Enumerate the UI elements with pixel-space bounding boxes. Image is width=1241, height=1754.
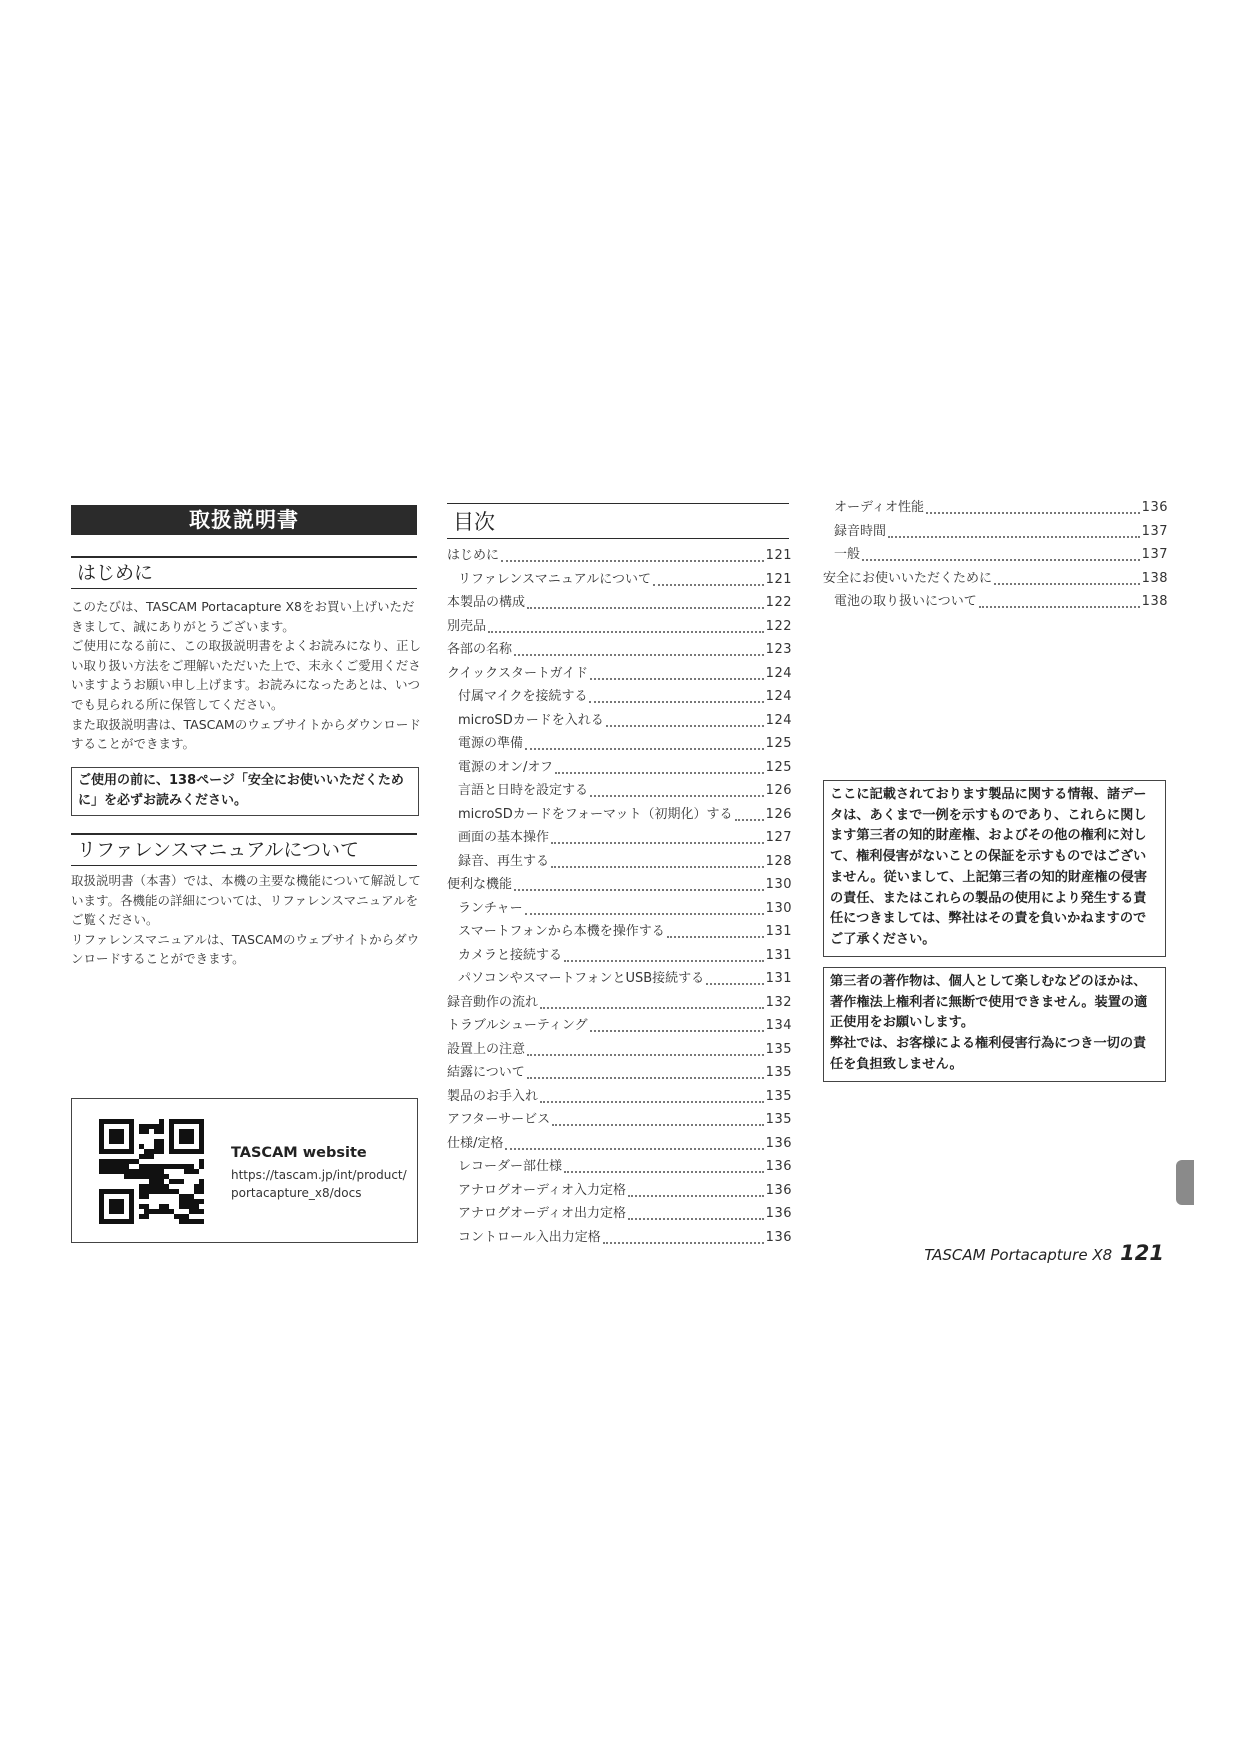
toc-leader-dots [888, 525, 1140, 538]
toc-entry-page: 126 [765, 806, 792, 822]
toc-entry-page: 135 [765, 1088, 792, 1104]
toc-entry-label: はじめに [447, 548, 500, 563]
toc-entry-label: 録音動作の流れ [447, 994, 539, 1010]
toc-entry-label: 別売品 [447, 618, 487, 634]
toc-entry-page: 131 [765, 971, 792, 986]
toc-entry[interactable] [447, 779, 792, 803]
toc-entry-label: 便利な機能 [447, 877, 513, 892]
toc-entry-label: 電池の取り扱いについて [834, 594, 977, 609]
toc-entry[interactable] [447, 732, 792, 756]
toc-leader-dots [525, 902, 764, 915]
toc-entry-label: 各部の名称 [447, 642, 513, 657]
safety-warning-box: ご使用の前に、138ページ「安全にお使いいただくために」を必ずお読みください。 [71, 767, 419, 816]
toc-column-2 [823, 496, 1168, 614]
toc-entry-label: 付属マイクを接続する [458, 689, 588, 704]
toc-entry-page: 136 [765, 1182, 792, 1198]
reference-manual-body [71, 871, 425, 969]
language-index-tab [1176, 1160, 1194, 1205]
website-qr-box [71, 1098, 418, 1243]
toc-entry-page: 135 [765, 1112, 792, 1127]
toc-entry-page: 130 [765, 877, 792, 892]
website-url-line-1[interactable]: https://tascam.jp/int/product/ [231, 1168, 407, 1182]
toc-entry[interactable] [447, 991, 792, 1015]
toc-leader-dots [926, 501, 1140, 514]
toc-entry-page: 136 [765, 1159, 792, 1174]
toc-entry[interactable] [447, 920, 792, 944]
toc-entry[interactable] [447, 638, 792, 662]
qr-code-icon[interactable] [99, 1119, 204, 1224]
toc-entry-page: 136 [765, 1135, 792, 1151]
toc-entry-label: クイックスタートガイド [447, 665, 589, 681]
toc-entry-label: 画面の基本操作 [458, 830, 550, 845]
toc-entry[interactable] [447, 662, 792, 686]
copyright-notice-box [823, 967, 1166, 1082]
toc-entry[interactable] [823, 520, 1168, 544]
toc-entry[interactable] [823, 590, 1168, 614]
toc-title: 目次 [447, 503, 789, 539]
toc-entry[interactable] [447, 1061, 792, 1085]
toc-entry-label: 設置上の注意 [447, 1041, 526, 1057]
toc-entry-page: 136 [1141, 500, 1168, 515]
toc-entry[interactable] [447, 568, 792, 592]
toc-leader-dots [994, 572, 1140, 585]
toc-entry-page: 135 [765, 1041, 792, 1057]
toc-entry[interactable] [823, 567, 1168, 591]
intro-paragraph-2: ご使用になる前に、この取扱説明書をよくお読みになり、正しい取り扱い方法をご理解いただいた上で、末永くご愛用くださいますようお願い申し上げます。お読みになったあとは、いつでも見られる所に保管してください。 [71, 638, 422, 712]
toc-entry-label: 電源のオン/オフ [458, 759, 553, 775]
intro-heading: はじめに [71, 556, 417, 589]
toc-entry-page: 124 [765, 689, 792, 704]
toc-entry-page: 138 [1141, 570, 1168, 586]
ref-paragraph-1: 取扱説明書（本書）では、本機の主要な機能について解説しています。各機能の詳細については、リファレンスマニュアルをご覧ください。 [71, 873, 421, 928]
toc-leader-dots [564, 1160, 764, 1173]
toc-entry-page: 136 [765, 1206, 792, 1221]
toc-entry[interactable] [447, 1108, 792, 1132]
toc-entry-label: オーディオ性能 [834, 500, 924, 515]
toc-entry[interactable] [447, 1179, 792, 1203]
toc-entry-label: スマートフォンから本機を操作する [458, 924, 665, 939]
toc-entry-label: アフターサービス [447, 1112, 551, 1127]
toc-entry-page: 122 [765, 595, 792, 610]
toc-entry-label: 録音、再生する [458, 853, 550, 869]
toc-entry[interactable] [447, 1226, 792, 1250]
toc-leader-dots [551, 831, 764, 844]
intro-paragraph-3: また取扱説明書は、TASCAMのウェブサイトからダウンロードすることができます。 [71, 716, 421, 752]
toc-entry[interactable] [447, 1155, 792, 1179]
toc-entry-label: 仕様/定格 [447, 1135, 504, 1151]
toc-leader-dots [552, 1113, 764, 1126]
copyright-notice-text-2: 弊社では、お客様による権利侵害行為につき一切の責任を負担致しません。 [830, 1036, 1147, 1072]
toc-entry-page: 124 [765, 665, 792, 681]
toc-entry[interactable] [447, 826, 792, 850]
toc-leader-dots [606, 714, 764, 727]
toc-entry[interactable] [447, 756, 792, 780]
toc-entry-page: 137 [1141, 523, 1168, 539]
toc-leader-dots [525, 737, 764, 750]
toc-entry-label: microSDカードをフォーマット（初期化）する [458, 806, 733, 822]
toc-entry-label: アナログオーディオ出力定格 [458, 1206, 626, 1221]
toc-entry-page: 124 [765, 712, 792, 728]
toc-entry[interactable] [447, 591, 792, 615]
toc-entry[interactable] [447, 1202, 792, 1226]
toc-entry-label: コントロール入出力定格 [458, 1229, 601, 1245]
toc-entry[interactable] [447, 709, 792, 733]
toc-entry[interactable] [447, 897, 792, 921]
toc-entry-label: レコーダー部仕様 [458, 1159, 563, 1174]
toc-leader-dots [590, 1019, 764, 1032]
toc-entry-page: 137 [1141, 547, 1168, 562]
reference-manual-heading: リファレンスマニュアルについて [71, 833, 417, 866]
toc-entry-page: 121 [765, 548, 792, 563]
toc-entry-page: 132 [765, 994, 792, 1010]
toc-entry-page: 136 [765, 1229, 792, 1245]
toc-leader-dots [527, 1043, 764, 1056]
website-title: TASCAM website [231, 1145, 367, 1161]
toc-entry-page: 121 [765, 571, 792, 587]
toc-entry-label: アナログオーディオ入力定格 [458, 1182, 626, 1198]
copyright-notice-text-1: 第三者の著作物は、個人として楽しむなどのほかは、著作権法上権利者に無断で使用できません。装置の適正使用をお願いします。 [830, 974, 1148, 1031]
toc-entry-label: トラブルシューティング [447, 1018, 588, 1033]
intro-body [71, 597, 425, 754]
toc-leader-dots [527, 1066, 764, 1079]
toc-entry[interactable] [447, 1038, 792, 1062]
toc-entry-label: 言語と日時を設定する [458, 783, 589, 798]
toc-leader-dots [706, 972, 764, 985]
toc-entry-page: 125 [765, 736, 792, 751]
toc-leader-dots [590, 667, 763, 680]
toc-leader-dots [979, 595, 1140, 608]
toc-entry[interactable] [447, 944, 792, 968]
toc-entry-page: 128 [765, 853, 792, 869]
toc-entry[interactable] [447, 803, 792, 827]
toc-leader-dots [551, 855, 764, 868]
page-number: 121 [1120, 1241, 1164, 1265]
toc-leader-dots [667, 925, 764, 938]
toc-entry[interactable] [447, 1014, 792, 1038]
toc-entry[interactable] [447, 615, 792, 639]
toc-leader-dots [653, 573, 764, 586]
toc-entry-page: 134 [765, 1018, 792, 1033]
toc-entry-page: 125 [765, 759, 792, 775]
toc-leader-dots [505, 1137, 763, 1150]
toc-leader-dots [735, 808, 764, 821]
toc-leader-dots [589, 690, 763, 703]
toc-entry[interactable] [447, 967, 792, 991]
toc-leader-dots [628, 1207, 764, 1220]
toc-column-1 [447, 544, 792, 1249]
toc-leader-dots [603, 1231, 764, 1244]
toc-entry[interactable] [823, 496, 1168, 520]
data-disclaimer-text: ここに記載されております製品に関する情報、諸データは、あくまで一例を示すものであり、これらに関します第三者の知的財産権、およびその他の権利に対して、権利侵害がないことの保証を示すものではございません。従いまして、上記第三者の知的財産権の侵害の責任、またはこれらの製品の使用により発生する責任につきましては、弊社はその責を負いかねますのでご了承ください。 [830, 787, 1148, 947]
toc-entry-label: microSDカードを入れる [458, 712, 604, 728]
toc-entry-label: 製品のお手入れ [447, 1088, 539, 1104]
ref-paragraph-2: リファレンスマニュアルは、TASCAMのウェブサイトからダウンロードすることができます。 [71, 931, 420, 967]
toc-leader-dots [564, 949, 764, 962]
toc-leader-dots [527, 596, 764, 609]
website-url-line-2[interactable]: portacapture_x8/docs [231, 1186, 362, 1200]
toc-entry[interactable] [447, 685, 792, 709]
toc-entry[interactable] [447, 1132, 792, 1156]
toc-entry[interactable] [447, 873, 792, 897]
toc-entry-page: 130 [765, 900, 792, 916]
toc-entry[interactable] [447, 1085, 792, 1109]
toc-entry-page: 131 [765, 924, 792, 939]
toc-entry-label: 安全にお使いいただくために [823, 570, 993, 586]
toc-leader-dots [540, 1090, 764, 1103]
toc-entry-label: 一般 [834, 547, 861, 562]
toc-leader-dots [540, 996, 764, 1009]
footer-brand: TASCAM Portacapture X8 [924, 1246, 1113, 1264]
toc-entry-page: 131 [765, 947, 792, 963]
toc-leader-dots [628, 1184, 764, 1197]
toc-entry-label: 電源の準備 [458, 736, 524, 751]
toc-entry[interactable] [447, 544, 792, 568]
toc-leader-dots [501, 549, 764, 562]
toc-leader-dots [488, 620, 764, 633]
toc-leader-dots [514, 878, 764, 891]
toc-entry-page: 123 [765, 642, 792, 657]
toc-leader-dots [862, 548, 1140, 561]
toc-entry-page: 138 [1141, 594, 1168, 609]
intro-paragraph-1: このたびは、TASCAM Portacapture X8をお買い上げいただきまして、誠にありがとうございます。 [71, 599, 415, 634]
toc-entry-label: カメラと接続する [458, 947, 563, 963]
toc-leader-dots [514, 643, 764, 656]
toc-entry-label: リファレンスマニュアルについて [458, 571, 651, 587]
toc-entry-label: 結露について [447, 1065, 525, 1080]
toc-entry[interactable] [823, 543, 1168, 567]
toc-entry-label: 本製品の構成 [447, 595, 526, 610]
toc-entry-page: 126 [765, 783, 792, 798]
toc-leader-dots [590, 784, 764, 797]
toc-entry-label: ランチャー [458, 900, 523, 916]
toc-entry-page: 122 [765, 618, 792, 634]
toc-entry-page: 135 [765, 1065, 792, 1080]
toc-leader-dots [555, 761, 764, 774]
data-disclaimer-box [823, 780, 1166, 957]
toc-entry-label: 録音時間 [834, 523, 887, 539]
page-footer [924, 1241, 1164, 1265]
toc-entry[interactable] [447, 850, 792, 874]
manual-title: 取扱説明書 [71, 505, 417, 535]
toc-entry-label: パソコンやスマートフォンとUSB接続する [458, 971, 705, 986]
toc-entry-page: 127 [765, 830, 792, 845]
